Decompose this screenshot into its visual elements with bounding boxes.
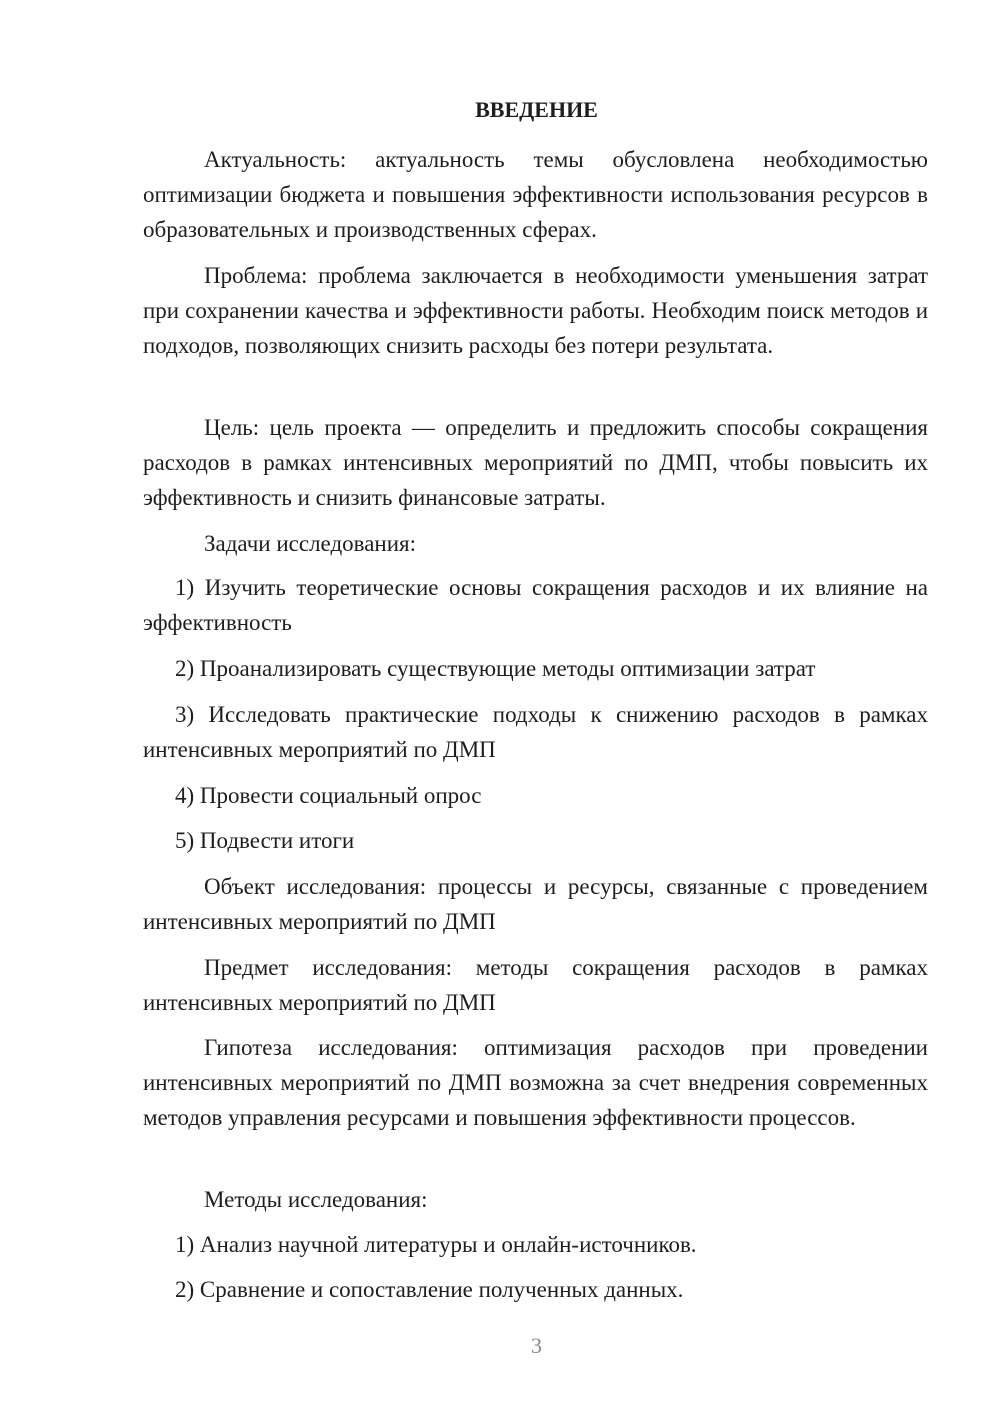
task-item: 5) Подвести итоги <box>175 828 355 853</box>
tasks-heading: Задачи исследования: <box>204 531 417 556</box>
task-item: 4) Провести социальный опрос <box>175 783 482 808</box>
problem-paragraph: Проблема: проблема заключается в необходимости уменьшения затрат при сохранении качества и эффективности работы. Необходим поиск методов и подходов, позволяющих снизить расходы без потери результата. <box>143 263 928 358</box>
task-item: 1) Изучить теоретические основы сокращения расходов и их влияние на эффективность <box>143 575 928 635</box>
methods-heading: Методы исследования: <box>204 1187 428 1212</box>
method-item: 2) Сравнение и сопоставление полученных данных. <box>175 1277 684 1302</box>
relevance-paragraph: Актуальность: актуальность темы обусловлена необходимостью оптимизации бюджета и повышения эффективности использования ресурсов в образовательных и производственных сферах. <box>143 147 928 242</box>
page-number: 3 <box>531 1333 542 1358</box>
page-title: ВВЕДЕНИЕ <box>475 97 598 122</box>
hypothesis-paragraph: Гипотеза исследования: оптимизация расходов при проведении интенсивных мероприятий по ДМП возможна за счет внедрения современных методов управления ресурсами и повышения эффективности процессов. <box>143 1035 928 1130</box>
goal-paragraph: Цель: цель проекта — определить и предложить способы сокращения расходов в рамках интенсивных мероприятий по ДМП, чтобы повысить их эффективность и снизить финансовые затраты. <box>143 415 928 510</box>
object-paragraph: Объект исследования: процессы и ресурсы, связанные с проведением интенсивных мероприятий по ДМП <box>143 874 928 934</box>
method-item: 1) Анализ научной литературы и онлайн-источников. <box>175 1232 697 1257</box>
task-item: 2) Проанализировать существующие методы оптимизации затрат <box>175 656 816 681</box>
subject-paragraph: Предмет исследования: методы сокращения расходов в рамках интенсивных мероприятий по ДМП <box>143 955 928 1015</box>
task-item: 3) Исследовать практические подходы к снижению расходов в рамках интенсивных мероприятий по ДМП <box>143 702 928 762</box>
